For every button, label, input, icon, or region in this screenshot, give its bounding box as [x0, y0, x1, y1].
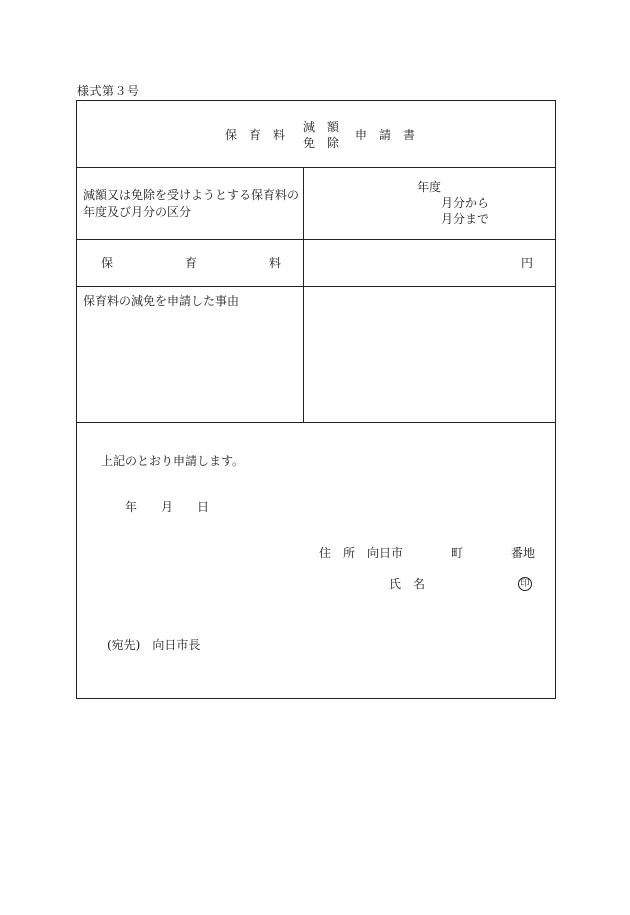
- title-stack-top: 減 額: [303, 120, 340, 134]
- divider-period: [76, 239, 556, 240]
- fee-yen-unit: 円: [521, 256, 534, 270]
- period-year-field: 年度: [417, 180, 442, 194]
- declaration-name: 氏 名: [389, 577, 426, 591]
- declaration-date: 年 月 日: [125, 500, 210, 514]
- reason-label: 保育料の減免を申請した事由: [83, 294, 240, 308]
- divider-column: [303, 167, 304, 422]
- declaration-address: 住 所 向日市 町 番地: [319, 546, 536, 560]
- title-suffix: 申 請 書: [355, 128, 416, 142]
- seal-mark: 印: [518, 577, 532, 591]
- title-stack-bottom: 免 除: [303, 136, 340, 150]
- period-label-line1: 減額又は免除を受けようとする保育料の: [83, 188, 300, 202]
- declaration-addressee: (宛先) 向日市長: [107, 638, 201, 652]
- divider-reason: [76, 422, 556, 423]
- period-label-line2: 年度及び月分の区分: [83, 205, 192, 219]
- title-prefix: 保 育 料: [225, 128, 286, 142]
- declaration-statement: 上記のとおり申請します。: [101, 454, 245, 468]
- period-from-field: 月分から: [441, 196, 490, 210]
- fee-label: 保 育 料: [101, 256, 282, 270]
- period-to-field: 月分まで: [441, 212, 490, 226]
- divider-title: [76, 167, 556, 168]
- divider-fee: [76, 286, 556, 287]
- form-number: 様式第３号: [77, 84, 140, 98]
